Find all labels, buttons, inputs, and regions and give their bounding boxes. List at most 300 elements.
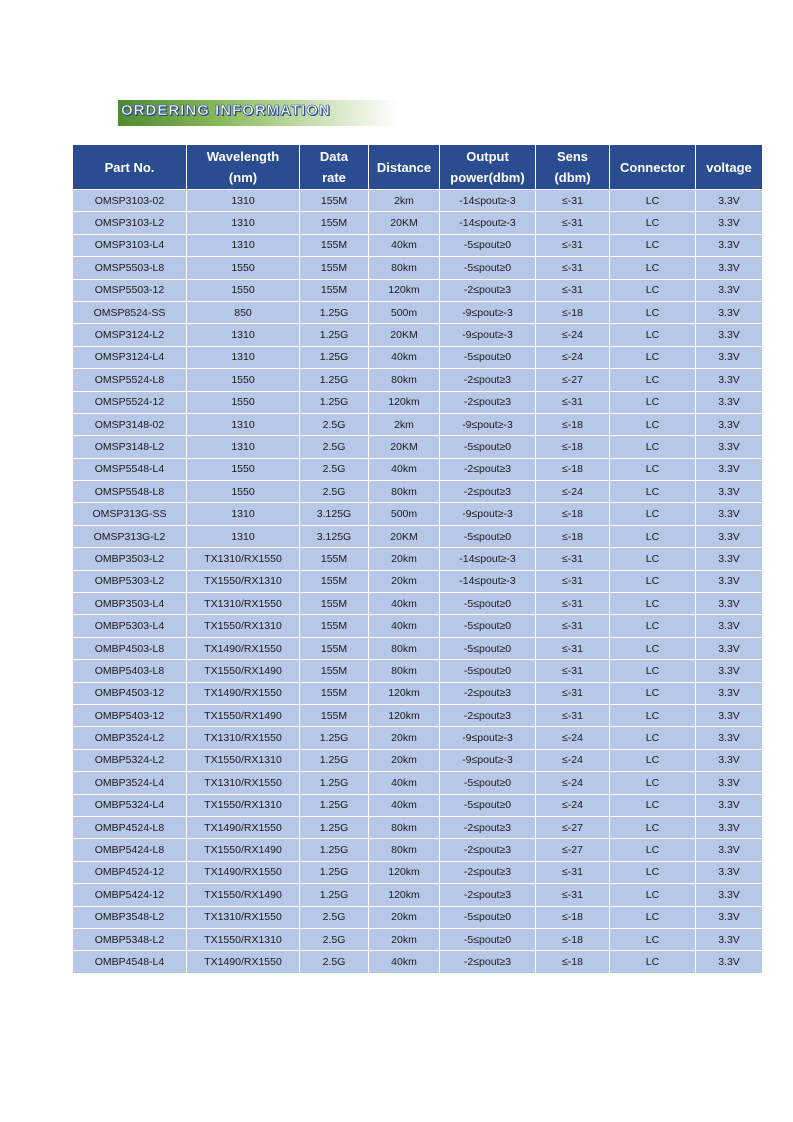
- table-cell: ≤-18: [536, 436, 610, 458]
- table-cell: 1550: [187, 458, 300, 480]
- table-cell: OMSP5503-L8: [73, 257, 187, 279]
- table-cell: -5≤pout≥0: [440, 593, 536, 615]
- table-cell: 1310: [187, 346, 300, 368]
- table-cell: LC: [610, 301, 696, 323]
- table-row: [73, 212, 763, 234]
- table-cell: OMSP3148-L2: [73, 436, 187, 458]
- table-cell: TX1310/RX1550: [187, 727, 300, 749]
- table-cell: 3.3V: [696, 928, 763, 950]
- table-row: [73, 570, 763, 592]
- table-cell: 20km: [369, 570, 440, 592]
- table-row: [73, 749, 763, 771]
- table-cell: LC: [610, 391, 696, 413]
- column-header: [536, 145, 610, 190]
- table-row: [73, 548, 763, 570]
- table-cell: ≤-24: [536, 727, 610, 749]
- table-cell: 20KM: [369, 324, 440, 346]
- table-row: [73, 279, 763, 301]
- table-cell: TX1310/RX1550: [187, 906, 300, 928]
- table-cell: -5≤pout≥0: [440, 234, 536, 256]
- table-cell: 2.5G: [300, 906, 369, 928]
- table-cell: 120km: [369, 279, 440, 301]
- table-cell: 3.3V: [696, 570, 763, 592]
- table-cell: 3.3V: [696, 615, 763, 637]
- table-cell: OMBP3503-L2: [73, 548, 187, 570]
- table-cell: -5≤pout≥0: [440, 794, 536, 816]
- table-cell: TX1550/RX1310: [187, 928, 300, 950]
- table-row: [73, 906, 763, 928]
- table-cell: 155M: [300, 593, 369, 615]
- table-cell: 3.3V: [696, 301, 763, 323]
- table-cell: OMBP3503-L4: [73, 593, 187, 615]
- table-cell: ≤-18: [536, 928, 610, 950]
- table-cell: 3.125G: [300, 503, 369, 525]
- column-header-line: power(dbm): [450, 170, 525, 185]
- table-cell: 2.5G: [300, 436, 369, 458]
- column-header-line: Connector: [620, 159, 685, 175]
- table-cell: -9≤pout≥-3: [440, 324, 536, 346]
- table-cell: 3.3V: [696, 593, 763, 615]
- table-cell: LC: [610, 951, 696, 973]
- column-header: [369, 145, 440, 190]
- table-cell: LC: [610, 458, 696, 480]
- table-cell: 155M: [300, 190, 369, 212]
- table-cell: 3.3V: [696, 548, 763, 570]
- table-cell: 3.3V: [696, 190, 763, 212]
- column-header-line: Output: [466, 149, 509, 164]
- table-cell: ≤-27: [536, 839, 610, 861]
- table-cell: OMBP5348-L2: [73, 928, 187, 950]
- table-cell: LC: [610, 884, 696, 906]
- table-cell: 3.3V: [696, 704, 763, 726]
- table-cell: OMSP5524-L8: [73, 369, 187, 391]
- table-cell: -2≤pout≥3: [440, 816, 536, 838]
- column-header-line: Sens: [556, 149, 589, 164]
- table-cell: 1.25G: [300, 816, 369, 838]
- table-cell: 1.25G: [300, 884, 369, 906]
- table-cell: -14≤pout≥-3: [440, 190, 536, 212]
- table-cell: 1.25G: [300, 861, 369, 883]
- table-cell: TX1550/RX1310: [187, 570, 300, 592]
- table-cell: LC: [610, 570, 696, 592]
- table-cell: LC: [610, 772, 696, 794]
- table-cell: TX1310/RX1550: [187, 772, 300, 794]
- table-cell: 20km: [369, 928, 440, 950]
- table-row: [73, 839, 763, 861]
- table-cell: ≤-18: [536, 503, 610, 525]
- table-cell: LC: [610, 637, 696, 659]
- table-cell: 3.3V: [696, 391, 763, 413]
- table-row: [73, 458, 763, 480]
- table-cell: OMBP5403-12: [73, 704, 187, 726]
- table-cell: OMBP5324-L2: [73, 749, 187, 771]
- table-cell: ≤-31: [536, 660, 610, 682]
- table-cell: 155M: [300, 615, 369, 637]
- table-cell: OMSP313G-SS: [73, 503, 187, 525]
- table-cell: LC: [610, 682, 696, 704]
- table-row: [73, 525, 763, 547]
- table-cell: LC: [610, 234, 696, 256]
- table-cell: 850: [187, 301, 300, 323]
- table-cell: 1550: [187, 481, 300, 503]
- table-row: [73, 593, 763, 615]
- table-cell: -2≤pout≥3: [440, 481, 536, 503]
- table-cell: 500m: [369, 301, 440, 323]
- table-cell: 1.25G: [300, 391, 369, 413]
- table-cell: 1.25G: [300, 794, 369, 816]
- table-cell: 3.3V: [696, 369, 763, 391]
- table-cell: LC: [610, 346, 696, 368]
- table-cell: 500m: [369, 503, 440, 525]
- table-cell: ≤-18: [536, 906, 610, 928]
- table-cell: ≤-24: [536, 324, 610, 346]
- table-cell: LC: [610, 861, 696, 883]
- table-cell: TX1490/RX1550: [187, 682, 300, 704]
- column-header-line: Distance: [376, 159, 432, 175]
- table-row: [73, 301, 763, 323]
- table-cell: -9≤pout≥-3: [440, 301, 536, 323]
- table-cell: 2km: [369, 190, 440, 212]
- table-cell: 3.3V: [696, 637, 763, 659]
- table-cell: TX1550/RX1310: [187, 615, 300, 637]
- table-cell: OMBP5324-L4: [73, 794, 187, 816]
- table-cell: OMSP3103-L2: [73, 212, 187, 234]
- table-cell: 1.25G: [300, 749, 369, 771]
- table-cell: 120km: [369, 682, 440, 704]
- table-cell: 3.3V: [696, 413, 763, 435]
- table-cell: TX1550/RX1490: [187, 839, 300, 861]
- table-cell: 3.3V: [696, 884, 763, 906]
- table-cell: 155M: [300, 704, 369, 726]
- table-cell: 1310: [187, 234, 300, 256]
- table-cell: OMBP5403-L8: [73, 660, 187, 682]
- table-cell: ≤-18: [536, 458, 610, 480]
- table-cell: TX1550/RX1310: [187, 794, 300, 816]
- table-cell: LC: [610, 727, 696, 749]
- table-cell: ≤-31: [536, 190, 610, 212]
- table-cell: LC: [610, 615, 696, 637]
- table-row: [73, 861, 763, 883]
- table-cell: OMBP4524-12: [73, 861, 187, 883]
- table-cell: ≤-24: [536, 481, 610, 503]
- table-cell: 1310: [187, 503, 300, 525]
- table-cell: TX1490/RX1550: [187, 816, 300, 838]
- table-cell: 120km: [369, 861, 440, 883]
- table-cell: 3.3V: [696, 727, 763, 749]
- table-cell: 40km: [369, 234, 440, 256]
- table-cell: ≤-27: [536, 369, 610, 391]
- table-cell: 20KM: [369, 212, 440, 234]
- table-cell: -5≤pout≥0: [440, 525, 536, 547]
- table-row: [73, 816, 763, 838]
- table-cell: LC: [610, 324, 696, 346]
- table-cell: OMSP3103-L4: [73, 234, 187, 256]
- table-row: [73, 324, 763, 346]
- table-cell: 3.3V: [696, 682, 763, 704]
- table-cell: LC: [610, 413, 696, 435]
- table-cell: 3.3V: [696, 861, 763, 883]
- column-header: [73, 145, 187, 190]
- table-cell: 80km: [369, 637, 440, 659]
- table-cell: 155M: [300, 570, 369, 592]
- table-cell: LC: [610, 749, 696, 771]
- column-header-line: Data: [319, 149, 349, 164]
- table-cell: -2≤pout≥3: [440, 884, 536, 906]
- table-cell: -9≤pout≥-3: [440, 749, 536, 771]
- column-header: [610, 145, 696, 190]
- table-cell: 1.25G: [300, 324, 369, 346]
- table-row: [73, 257, 763, 279]
- table-cell: 2km: [369, 413, 440, 435]
- table-cell: 1.25G: [300, 839, 369, 861]
- table-cell: 1.25G: [300, 369, 369, 391]
- table-cell: OMSP5548-L4: [73, 458, 187, 480]
- table-cell: OMBP5424-12: [73, 884, 187, 906]
- table-cell: 20km: [369, 906, 440, 928]
- column-header-line: Wavelength: [206, 149, 280, 164]
- table-cell: 2.5G: [300, 458, 369, 480]
- table-cell: TX1310/RX1550: [187, 548, 300, 570]
- table-cell: TX1490/RX1550: [187, 951, 300, 973]
- table-row: [73, 369, 763, 391]
- table-cell: 155M: [300, 637, 369, 659]
- table-cell: LC: [610, 190, 696, 212]
- table-cell: OMSP5548-L8: [73, 481, 187, 503]
- table-cell: OMSP5503-12: [73, 279, 187, 301]
- table-row: [73, 413, 763, 435]
- table-cell: 155M: [300, 548, 369, 570]
- table-cell: ≤-31: [536, 615, 610, 637]
- table-cell: 155M: [300, 212, 369, 234]
- table-cell: 1310: [187, 436, 300, 458]
- table-cell: 3.3V: [696, 525, 763, 547]
- table-cell: 155M: [300, 682, 369, 704]
- table-cell: 1550: [187, 369, 300, 391]
- table-cell: ≤-31: [536, 637, 610, 659]
- table-cell: -5≤pout≥0: [440, 615, 536, 637]
- table-cell: ≤-18: [536, 951, 610, 973]
- table-row: [73, 503, 763, 525]
- table-cell: OMBP4524-L8: [73, 816, 187, 838]
- table-cell: 20KM: [369, 436, 440, 458]
- table-cell: -2≤pout≥3: [440, 391, 536, 413]
- table-cell: OMSP3124-L4: [73, 346, 187, 368]
- table-cell: TX1550/RX1490: [187, 884, 300, 906]
- table-cell: 80km: [369, 816, 440, 838]
- table-cell: LC: [610, 436, 696, 458]
- table-row: [73, 682, 763, 704]
- table-header-row: [73, 145, 763, 190]
- table-cell: 1310: [187, 190, 300, 212]
- table-cell: ≤-31: [536, 548, 610, 570]
- table-cell: ≤-27: [536, 816, 610, 838]
- table-cell: TX1310/RX1550: [187, 593, 300, 615]
- table-cell: 40km: [369, 772, 440, 794]
- table-row: [73, 951, 763, 973]
- table-cell: OMBP3524-L2: [73, 727, 187, 749]
- table-cell: OMSP5524-12: [73, 391, 187, 413]
- table-cell: -5≤pout≥0: [440, 906, 536, 928]
- table-row: [73, 727, 763, 749]
- table-cell: 80km: [369, 839, 440, 861]
- table-cell: 3.3V: [696, 212, 763, 234]
- table-cell: -2≤pout≥3: [440, 861, 536, 883]
- table-cell: ≤-18: [536, 301, 610, 323]
- table-cell: 3.3V: [696, 794, 763, 816]
- table-cell: 1.25G: [300, 772, 369, 794]
- table-cell: 120km: [369, 884, 440, 906]
- table-cell: 3.3V: [696, 257, 763, 279]
- table-cell: 1310: [187, 324, 300, 346]
- table-cell: 155M: [300, 257, 369, 279]
- table-cell: OMSP3124-L2: [73, 324, 187, 346]
- table-cell: -2≤pout≥3: [440, 279, 536, 301]
- table-cell: LC: [610, 212, 696, 234]
- table-cell: ≤-31: [536, 593, 610, 615]
- table-cell: 155M: [300, 279, 369, 301]
- table-cell: -5≤pout≥0: [440, 346, 536, 368]
- table-cell: 155M: [300, 660, 369, 682]
- table-row: [73, 637, 763, 659]
- table-cell: 1550: [187, 391, 300, 413]
- table-cell: 3.3V: [696, 660, 763, 682]
- table-cell: 2.5G: [300, 928, 369, 950]
- table-cell: OMBP5424-L8: [73, 839, 187, 861]
- table-cell: -9≤pout≥-3: [440, 503, 536, 525]
- table-cell: 1550: [187, 257, 300, 279]
- table-cell: ≤-31: [536, 212, 610, 234]
- table-cell: LC: [610, 928, 696, 950]
- table-cell: ≤-31: [536, 884, 610, 906]
- column-header: [187, 145, 300, 190]
- table-cell: 120km: [369, 704, 440, 726]
- table-cell: 2.5G: [300, 481, 369, 503]
- table-cell: LC: [610, 704, 696, 726]
- table-row: [73, 928, 763, 950]
- table-row: [73, 436, 763, 458]
- table-cell: 1310: [187, 212, 300, 234]
- table-cell: 3.3V: [696, 481, 763, 503]
- table-cell: 3.3V: [696, 816, 763, 838]
- table-cell: 1.25G: [300, 346, 369, 368]
- table-cell: 3.3V: [696, 749, 763, 771]
- table-cell: -5≤pout≥0: [440, 257, 536, 279]
- table-cell: ≤-24: [536, 772, 610, 794]
- table-cell: LC: [610, 906, 696, 928]
- table-body: [73, 190, 763, 974]
- table-cell: -5≤pout≥0: [440, 928, 536, 950]
- table-cell: OMSP8524-SS: [73, 301, 187, 323]
- table-cell: 80km: [369, 660, 440, 682]
- table-cell: 3.3V: [696, 839, 763, 861]
- table-cell: OMBP3524-L4: [73, 772, 187, 794]
- table-cell: LC: [610, 548, 696, 570]
- table-cell: 3.3V: [696, 436, 763, 458]
- table-cell: 3.3V: [696, 951, 763, 973]
- table-cell: LC: [610, 816, 696, 838]
- table-cell: 2.5G: [300, 951, 369, 973]
- table-cell: 3.3V: [696, 503, 763, 525]
- table-cell: 80km: [369, 481, 440, 503]
- table-cell: 3.3V: [696, 906, 763, 928]
- table-cell: 1.25G: [300, 727, 369, 749]
- table-row: [73, 234, 763, 256]
- table-cell: OMBP5303-L2: [73, 570, 187, 592]
- section-banner: [118, 100, 398, 126]
- column-header: [696, 145, 763, 190]
- section-title: ORDERING INFORMATION: [121, 102, 331, 119]
- table-cell: ≤-31: [536, 234, 610, 256]
- table-cell: ≤-31: [536, 704, 610, 726]
- table-cell: 3.3V: [696, 772, 763, 794]
- table-cell: 155M: [300, 234, 369, 256]
- table-cell: 1310: [187, 525, 300, 547]
- table-cell: -5≤pout≥0: [440, 660, 536, 682]
- table-cell: OMBP5303-L4: [73, 615, 187, 637]
- table-cell: OMSP313G-L2: [73, 525, 187, 547]
- table-cell: ≤-31: [536, 682, 610, 704]
- table-cell: LC: [610, 525, 696, 547]
- table-cell: 80km: [369, 257, 440, 279]
- table-cell: 20KM: [369, 525, 440, 547]
- table-cell: -2≤pout≥3: [440, 951, 536, 973]
- table-row: [73, 772, 763, 794]
- table-cell: 3.3V: [696, 234, 763, 256]
- table-cell: -9≤pout≥-3: [440, 413, 536, 435]
- table-cell: 80km: [369, 369, 440, 391]
- column-header-line: (dbm): [554, 170, 591, 185]
- table-cell: ≤-31: [536, 257, 610, 279]
- table-cell: -14≤pout≥-3: [440, 212, 536, 234]
- table-row: [73, 660, 763, 682]
- table-cell: ≤-31: [536, 570, 610, 592]
- table-row: [73, 190, 763, 212]
- table-cell: ≤-18: [536, 413, 610, 435]
- table-cell: 120km: [369, 391, 440, 413]
- table-cell: -2≤pout≥3: [440, 458, 536, 480]
- table-cell: OMBP4503-12: [73, 682, 187, 704]
- table-cell: LC: [610, 481, 696, 503]
- table-cell: LC: [610, 257, 696, 279]
- table-cell: ≤-24: [536, 346, 610, 368]
- table-cell: -2≤pout≥3: [440, 704, 536, 726]
- column-header-line: rate: [322, 170, 346, 185]
- table-row: [73, 704, 763, 726]
- table-cell: OMSP3148-02: [73, 413, 187, 435]
- table-cell: OMBP4503-L8: [73, 637, 187, 659]
- table-cell: OMBP4548-L4: [73, 951, 187, 973]
- table-cell: -9≤pout≥-3: [440, 727, 536, 749]
- table-cell: TX1490/RX1550: [187, 637, 300, 659]
- table-cell: LC: [610, 279, 696, 301]
- table-cell: -14≤pout≥-3: [440, 548, 536, 570]
- table-cell: 40km: [369, 346, 440, 368]
- table-cell: -5≤pout≥0: [440, 436, 536, 458]
- table-cell: ≤-18: [536, 525, 610, 547]
- table-cell: -2≤pout≥3: [440, 839, 536, 861]
- column-header-line: voltage: [706, 159, 752, 175]
- table-row: [73, 391, 763, 413]
- table-cell: TX1550/RX1490: [187, 704, 300, 726]
- table-cell: ≤-24: [536, 749, 610, 771]
- table-cell: ≤-24: [536, 794, 610, 816]
- table-cell: -14≤pout≥-3: [440, 570, 536, 592]
- table-cell: 1310: [187, 413, 300, 435]
- table-cell: 2.5G: [300, 413, 369, 435]
- table-row: [73, 346, 763, 368]
- table-cell: -2≤pout≥3: [440, 682, 536, 704]
- table-cell: 1550: [187, 279, 300, 301]
